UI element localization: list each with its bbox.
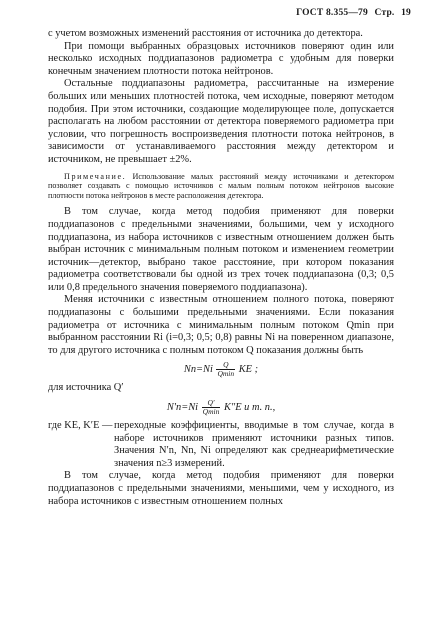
formula-2-numerator: Q′ (202, 399, 221, 408)
page-number: 19 (401, 8, 411, 18)
formula-1-denominator: Qmin (217, 369, 235, 379)
note (48, 172, 394, 201)
formula-2-right: K″E и т. п., (223, 401, 276, 413)
paragraph-changing-sources: Меняя источники с известным отношением полного потока, поверяют поддиапазоны с большими предельными значениями. Если показания радиометра от источника с минимальным полным потоком Qmin при выбранном расстоянии Ri (i=0,3; 0,5; 0,8) равны Ni на поверенном диапазоне, то для другого источника с полным потоком Q показания должны быть (48, 294, 394, 356)
formula-2-denominator: Qmin (202, 407, 220, 417)
paragraph-lower-limits: В том случае, когда метод подобия применяют для поверки поддиапазонов с предельными значениями, меньшими, чем у исходного, из набора источников с известным отношением полных (48, 470, 394, 507)
paragraph-similarity-method: Остальные поддиапазоны радиометра, рассчитанные на измерение больших или меньших плотностей потока, чем исходные, поверяют методом подобия. При этом источники, создающие моделирующее поле, допускается располагать на любом расстоянии от детектора поверяемого радиометра при условии, что погрешность воспроизведения плотности потока нейтронов, в зависимости от устанавливаемого расстояния между детектором и источником, не превышает ±2%. (48, 78, 394, 165)
formula-2-left: N′n=Ni (166, 401, 199, 413)
formula-2-fraction (202, 399, 221, 416)
page-label: Стр. (374, 8, 395, 18)
definitions-label: где KE, K′E — (48, 420, 113, 432)
formula-1-right: KE ; (238, 364, 259, 376)
formula-1 (48, 361, 394, 378)
standard-code: ГОСТ 8.355—79 (296, 8, 368, 18)
definitions (48, 420, 394, 470)
formula-1-left: Nn=Ni (183, 364, 213, 376)
paragraph-reference-sources: При помощи выбранных образцовых источников поверяют один или несколько исходных поддиапазонов радиометра с удобным для поверки конечным значением плотности потока нейтронов. (48, 40, 394, 77)
note-text: Использование малых расстояний между источниками и детектором позволяет создавать с помощью источников с малым полным потоком нейтронов высокие плотности потока нейтронов в месте расположения детектора. (48, 171, 394, 200)
definitions-text: переходные коэффициенты, вводимые в том случае, когда в наборе источников применяют источники разных типов. Значения N′n, Nn, Ni определяют как среднеарифметические значения n≥3 измерений. (114, 420, 394, 469)
paragraph-continuation: с учетом возможных изменений расстояния от источника до детектора. (48, 28, 363, 39)
page-header (292, 8, 411, 18)
formula-1-numerator: Q (216, 361, 235, 370)
formula-2 (48, 399, 394, 416)
paragraph-for-source: для источника Q′ (48, 382, 124, 394)
note-label: Примечание. (64, 171, 127, 181)
body-text (48, 28, 394, 508)
formula-1-fraction (216, 361, 235, 378)
paragraph-higher-limits: В том случае, когда метод подобия применяют для поверки поддиапазонов с предельными значениями, большими, чем у исходного поддиапазона, из набора источников с известным отношением должен быть выбран источник с минимальным полным потоком и изменением геометрии источник—детектор, выбрано такое расстояние, при котором показания радиометра соответствовали бы одной из трех точек поддиапазона (0,3; 0,5 или 0,8 предельного значения поверяемого поддиапазона). (48, 206, 394, 293)
